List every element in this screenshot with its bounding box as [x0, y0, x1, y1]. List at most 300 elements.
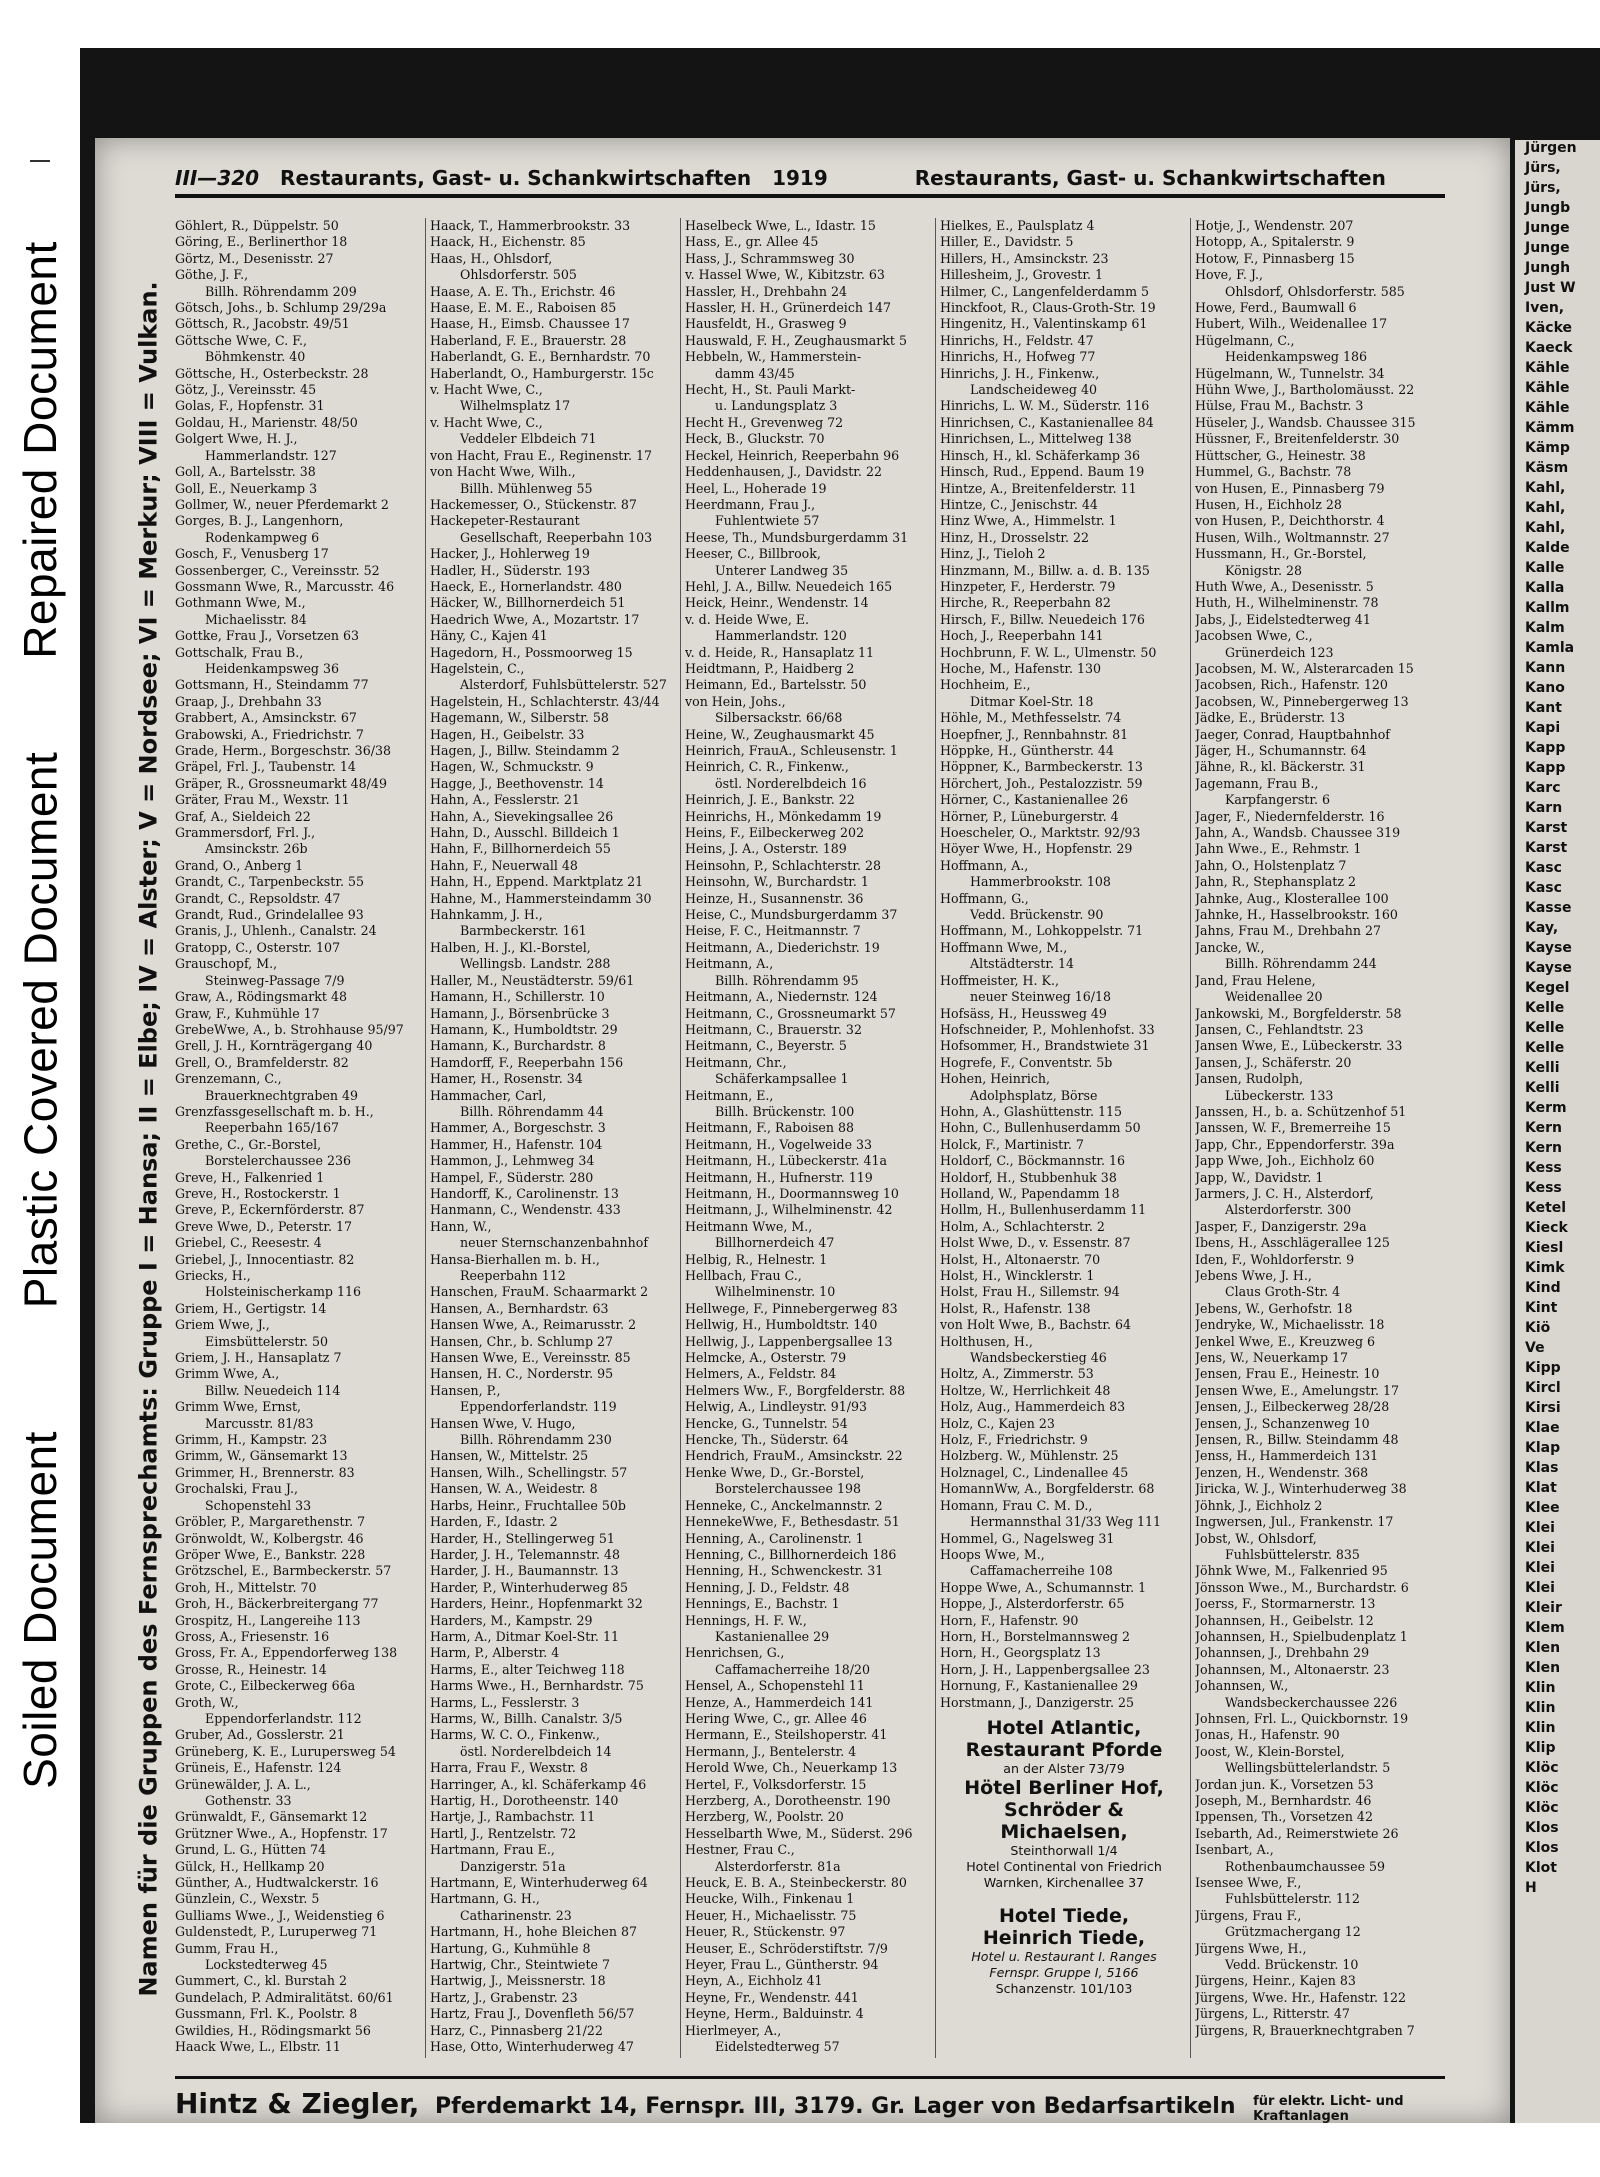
adjacent-page-line: Klap	[1525, 1440, 1561, 1456]
directory-entry: Billh. Brückenstr. 100	[715, 1103, 855, 1119]
directory-entry: Henning, C., Billhornerdeich 186	[685, 1546, 897, 1562]
adjacent-page-line: Karst	[1525, 820, 1568, 836]
directory-entry: Fuhlentwiete 57	[715, 513, 820, 529]
directory-entry: Hagedorn, H., Possmoorweg 15	[430, 644, 633, 660]
directory-entry: Henze, A., Hammerdeich 141	[685, 1694, 874, 1710]
directory-entry: Hoffmann, G.,	[940, 890, 1029, 906]
directory-entry: Wellingsbüttelerlandstr. 5	[1225, 1760, 1391, 1776]
directory-entry: Götz, J., Vereinsstr. 45	[175, 382, 317, 398]
adjacent-page-line: Ve	[1525, 1340, 1545, 1356]
directory-entry: Hermannsthal 31/33 Weg 111	[970, 1514, 1162, 1530]
advert-line: Hotel u. Restaurant I. Ranges	[971, 1948, 1157, 1964]
directory-entry: Gröbler, P., Margarethenstr. 7	[175, 1514, 366, 1530]
directory-entry: Jacobsen, Rich., Hafenstr. 120	[1195, 677, 1388, 693]
directory-entry: Hornung, F., Kastanienallee 29	[940, 1678, 1138, 1694]
adjacent-page-line: Kämp	[1525, 440, 1570, 456]
directory-entry: Holst, H., Altonaerstr. 70	[940, 1251, 1101, 1267]
page-number: III—320	[175, 166, 260, 190]
directory-entry: Johannsen, H., Spielbudenplatz 1	[1195, 1628, 1408, 1644]
directory-entry: Göttsche, H., Osterbeckstr. 28	[175, 365, 369, 381]
directory-entry: Gussmann, Frl. K., Poolstr. 8	[175, 2006, 358, 2022]
adjacent-page-line: Kähle	[1525, 400, 1570, 416]
directory-entry: Jahnke, Aug., Klosterallee 100	[1195, 890, 1389, 906]
directory-entry: Hellwig, H., Humboldtstr. 140	[685, 1317, 878, 1333]
directory-entry: Jansen, Rudolph,	[1195, 1071, 1304, 1087]
directory-entry: Hintze, A., Breitenfelderstr. 11	[940, 480, 1137, 496]
directory-entry: Fuhlsbüttelerstr. 112	[1225, 1891, 1360, 1907]
directory-entry: Heinrichs, H., Mönkedamm 19	[685, 808, 882, 824]
directory-entry: Horn, F., Hafenstr. 90	[940, 1612, 1079, 1628]
directory-entry: Hörner, P., Lüneburgerstr. 4	[940, 808, 1119, 824]
adjacent-page-line: Kalle	[1525, 560, 1565, 576]
directory-entry: Höppke, H., Güntherstr. 44	[940, 743, 1114, 758]
directory-entry: Harra, Frau F., Wexstr. 8	[430, 1760, 588, 1776]
directory-entry: Wandsbeckerstieg 46	[970, 1350, 1107, 1366]
directory-entry: Heinrich, J. E., Bankstr. 22	[685, 792, 855, 808]
directory-entry: Huth Wwe, A., Desenisstr. 5	[1195, 578, 1374, 594]
directory-entry: Gräper, R., Grossneumarkt 48/49	[175, 775, 387, 791]
directory-entry: Heuer, R., Stückenstr. 97	[685, 1924, 846, 1940]
directory-entry: östl. Norderelbdeich 16	[715, 775, 867, 791]
directory-entry: Lübeckerstr. 133	[1225, 1087, 1334, 1103]
directory-entry: Harms Wwe., H., Bernhardstr. 75	[430, 1678, 644, 1694]
directory-entry: Jacobsen, W., Pinnebergerweg 13	[1195, 693, 1409, 709]
directory-entry: Caffamacherreihe 108	[970, 1563, 1113, 1579]
directory-entry: Hampel, F., Süderstr. 280	[430, 1169, 594, 1185]
directory-entry: Hamer, H., Rosenstr. 34	[430, 1071, 583, 1087]
directory-entry: Hencke, G., Tunnelstr. 54	[685, 1415, 848, 1431]
adjacent-page-line: Klen	[1525, 1660, 1561, 1676]
directory-entry: Hinrichs, J. H., Finkenw.,	[940, 365, 1100, 381]
directory-entry: Hansa-Bierhallen m. b. H.,	[430, 1251, 600, 1267]
directory-entry: Hielkes, E., Paulsplatz 4	[940, 218, 1095, 233]
directory-entry: Hierlmeyer, A.,	[685, 2022, 782, 2038]
directory-entry: Holdorf, C., Böckmannstr. 16	[940, 1153, 1126, 1169]
adjacent-page-line: Kelle	[1525, 1000, 1565, 1016]
directory-entry: Eidelstedterweg 57	[715, 2039, 840, 2055]
directory-entry: Hass, E., gr. Allee 45	[685, 234, 819, 250]
directory-entry: Gottke, Frau J., Vorsetzen 63	[175, 628, 360, 644]
directory-entry: Steinweg-Passage 7/9	[205, 972, 345, 988]
directory-entry: Hoffmeister, H. K.,	[940, 972, 1059, 988]
directory-entry: Billhornerdeich 47	[715, 1235, 835, 1251]
directory-entry: Horn, H., Borstelmannsweg 2	[940, 1628, 1131, 1644]
directory-entry: Göthe, J. F.,	[175, 267, 249, 283]
directory-entry: Hammer, A., Borgeschstr. 3	[430, 1120, 606, 1136]
directory-entry: Heine, W., Zeughausmarkt 45	[685, 726, 875, 742]
directory-entry: Weidenallee 20	[1225, 989, 1323, 1005]
directory-entry: Hartwig, J., Meissnerstr. 18	[430, 1973, 606, 1989]
directory-entry: Grimm Wwe, A.,	[175, 1366, 280, 1382]
directory-entry: Hintze, C., Jenischstr. 44	[940, 496, 1098, 512]
directory-entry: Jansen, C., Fehlandtstr. 23	[1195, 1021, 1364, 1037]
adjacent-page-line: Kasc	[1525, 880, 1562, 896]
advert-line: Steinthorwall 1/4	[1010, 1842, 1118, 1858]
directory-entry: Hogrefe, F., Conventstr. 5b	[940, 1054, 1113, 1070]
directory-entry: Hahn, F., Neuerwall 48	[430, 857, 578, 873]
adjacent-page-line: Kalm	[1525, 620, 1565, 636]
adjacent-page-line: Kegel	[1525, 980, 1570, 996]
adjacent-page-line: Kiesl	[1525, 1240, 1564, 1256]
directory-entry: Heitmann Wwe, M.,	[685, 1218, 813, 1234]
directory-entry: Hellwig, J., Lappenbergsallee 13	[685, 1333, 893, 1349]
directory-entry: Hamann, K., Humboldtstr. 29	[430, 1021, 618, 1037]
hotel-advert-block	[940, 1717, 1188, 1891]
directory-entry: Heinrich, C. R., Finkenw.,	[685, 759, 849, 775]
directory-entry: Hartmann, H., hohe Bleichen 87	[430, 1924, 638, 1940]
directory-entry: Hering Wwe, C., gr. Allee 46	[685, 1710, 867, 1726]
directory-entry: Hoffmann, M., Lohkoppelstr. 71	[940, 923, 1144, 939]
directory-entry: Hase, Otto, Winterhuderweg 47	[430, 2039, 634, 2055]
adjacent-page-fragment	[1515, 140, 1600, 2123]
directory-entry: Groth, W.,	[175, 1694, 239, 1710]
directory-entry: Gottsmann, H., Steindamm 77	[175, 677, 369, 693]
directory-entry: Hügelmann, W., Tunnelstr. 34	[1195, 365, 1385, 381]
directory-entry: Landscheideweg 40	[970, 382, 1097, 398]
directory-entry: Lockstedterweg 45	[205, 1957, 328, 1973]
directory-entry: Jebens Wwe, J. H.,	[1195, 1268, 1312, 1283]
directory-entry: damm 43/45	[715, 365, 795, 381]
directory-entry: Gräpel, Frl. J., Taubenstr. 14	[175, 759, 356, 775]
directory-entry: Hofsäss, H., Heussweg 49	[940, 1005, 1107, 1021]
directory-entry: Holland, W., Papendamm 18	[940, 1185, 1120, 1201]
directory-entry: Hoppe Wwe, A., Schumannstr. 1	[940, 1579, 1147, 1595]
directory-entry: Hebbeln, W., Hammerstein-	[685, 349, 862, 365]
adjacent-page-line: Kann	[1525, 660, 1566, 676]
adjacent-page-line: Kind	[1525, 1280, 1561, 1296]
directory-entry: Hiller, E., Davidstr. 5	[940, 234, 1074, 250]
directory-entry: Grimm Wwe, Ernst,	[175, 1399, 302, 1415]
directory-entry: Joost, W., Klein-Borstel,	[1195, 1743, 1345, 1759]
directory-entry: Grammersdorf, Frl. J.,	[175, 825, 316, 841]
directory-entry: Eppendorferlandstr. 119	[460, 1399, 617, 1415]
adjacent-page-line: Kirsi	[1525, 1400, 1561, 1416]
directory-entry: Hartung, G., Kuhmühle 8	[430, 1940, 591, 1956]
directory-entry: Borstelerchaussee 236	[205, 1153, 351, 1169]
directory-entry: östl. Norderelbdeich 14	[460, 1743, 612, 1759]
directory-entry: Wilhelmsplatz 17	[460, 398, 571, 414]
column-rule	[1190, 218, 1191, 2058]
directory-entry: Heins, F., Eilbeckerweg 202	[685, 825, 865, 841]
adjacent-page-line: Kiö	[1525, 1320, 1551, 1336]
directory-entry: Holck, F., Martinistr. 7	[940, 1136, 1084, 1152]
directory-entry: Hacker, J., Hohlerweg 19	[430, 546, 590, 562]
directory-entry: Hellwege, F., Pinnebergerweg 83	[685, 1300, 898, 1316]
directory-entry: Holst, H., Wincklerstr. 1	[940, 1268, 1095, 1283]
directory-entry: Jasper, F., Danzigerstr. 29a	[1195, 1218, 1367, 1234]
directory-column-4	[940, 218, 1188, 2058]
directory-entry: Heitmann, C., Beyerstr. 5	[685, 1038, 847, 1054]
directory-entry: Billh. Röhrendamm 244	[1225, 956, 1377, 972]
directory-entry: Graw, F., Kuhmühle 17	[175, 1005, 320, 1021]
directory-entry: Heitmann, A., Niedernstr. 124	[685, 989, 878, 1005]
advert-line: Fernspr. Gruppe I, 5166	[989, 1964, 1139, 1980]
directory-entry: Grünwaldt, F., Gänsemarkt 12	[175, 1809, 368, 1825]
directory-entry: Hinrichs, H., Feldstr. 47	[940, 332, 1094, 348]
directory-entry: Grandt, Rud., Grindelallee 93	[175, 907, 364, 923]
directory-entry: Gothmann Wwe, M.,	[175, 595, 306, 611]
directory-entry: Hofschneider, P., Mohlenhofst. 33	[940, 1021, 1155, 1037]
directory-entry: Billw. Neuedeich 114	[205, 1382, 341, 1398]
adjacent-page-line: Jürs,	[1525, 180, 1561, 196]
directory-entry: Gräter, Frau M., Wexstr. 11	[175, 792, 350, 808]
directory-entry: Heitmann, H., Hufnerstr. 119	[685, 1169, 873, 1185]
directory-entry: Haase, E. M. E., Raboisen 85	[430, 300, 617, 316]
directory-entry: Joerss, F., Stormarnerstr. 13	[1195, 1596, 1376, 1612]
directory-entry: Hecht H., Grevenweg 72	[685, 414, 844, 430]
directory-entry: Hansen, Wilh., Schellingstr. 57	[430, 1464, 628, 1480]
page-header	[175, 166, 1445, 198]
directory-entry: Hove, F. J.,	[1195, 267, 1263, 283]
directory-entry: Henneke, C., Anckelmannstr. 2	[685, 1497, 883, 1513]
directory-entry: Borstelerchaussee 198	[715, 1481, 861, 1497]
directory-entry: Haberland, F. E., Brauerstr. 28	[430, 332, 627, 348]
directory-entry: Japp, Chr., Eppendorferstr. 39a	[1195, 1136, 1395, 1152]
directory-entry: Johnsen, Frl. L., Quickbornstr. 19	[1195, 1710, 1409, 1726]
column-rule	[935, 218, 936, 2058]
directory-entry: Helbig, R., Helnestr. 1	[685, 1251, 828, 1267]
directory-entry: Henrichsen, G.,	[685, 1645, 785, 1661]
label-soiled-document: Soiled Document	[14, 1431, 66, 1789]
adjacent-page-line: Kapp	[1525, 740, 1566, 756]
directory-entry: Ohlsdorferstr. 505	[460, 267, 577, 283]
directory-entry: Hoffmann, A.,	[940, 857, 1029, 873]
directory-entry: Harringer, A., kl. Schäferkamp 46	[430, 1776, 647, 1792]
directory-entry: Heck, B., Gluckstr. 70	[685, 431, 825, 447]
directory-entry: Ingwersen, Jul., Frankenstr. 17	[1195, 1514, 1394, 1530]
directory-entry: Göhlert, R., Düppelstr. 50	[175, 218, 339, 233]
directory-entry: Hammerlandstr. 127	[205, 447, 337, 463]
directory-entry: Harder, J. H., Telemannstr. 48	[430, 1546, 620, 1562]
directory-entry: Jens, W., Neuerkamp 17	[1195, 1350, 1349, 1366]
directory-entry: Jenzen, H., Wendenstr. 368	[1195, 1464, 1369, 1480]
directory-entry: Heucke, Wilh., Finkenau 1	[685, 1891, 855, 1907]
directory-entry: Harder, J. H., Baumannstr. 13	[430, 1563, 619, 1579]
adjacent-page-line: Kallm	[1525, 600, 1570, 616]
directory-entry: Holthusen, H.,	[940, 1333, 1033, 1349]
directory-entry: Heuck, E. B. A., Steinbeckerstr. 80	[685, 1875, 907, 1891]
directory-entry: Hummel, G., Bachstr. 78	[1195, 464, 1352, 480]
directory-entry: Johannsen, W.,	[1195, 1678, 1289, 1694]
directory-entry: Heidtmann, P., Haidberg 2	[685, 660, 855, 676]
directory-entry: Harms, W., Billh. Canalstr. 3/5	[430, 1710, 623, 1726]
directory-entry: Goll, E., Neuerkamp 3	[175, 480, 318, 496]
directory-entry: Alsterdorferstr. 81a	[715, 1858, 841, 1874]
directory-entry: Heick, Heinr., Wendenstr. 14	[685, 595, 869, 611]
directory-entry: Hackemesser, O., Stückenstr. 87	[430, 496, 637, 512]
advert-line: Hotel Continental von Friedrich	[966, 1858, 1162, 1874]
directory-entry: Hommel, G., Nagelsweg 31	[940, 1530, 1115, 1546]
advert-line: Schanzenstr. 101/103	[995, 1980, 1133, 1996]
adjacent-page-line: Karst	[1525, 840, 1568, 856]
adjacent-page-line: Kahl,	[1525, 520, 1566, 536]
directory-entry: Jordan jun. K., Vorsetzen 53	[1195, 1776, 1374, 1792]
directory-entry: Jürgens, R, Brauerknechtgraben 7	[1195, 2022, 1415, 2038]
directory-entry: Wellingsb. Landstr. 288	[460, 956, 611, 972]
adjacent-page-line: Kayse	[1525, 940, 1572, 956]
directory-entry: Haberlandt, O., Hamburgerstr. 15c	[430, 365, 654, 381]
directory-entry: Altstädterstr. 14	[970, 956, 1075, 972]
directory-entry: Goldau, H., Marienstr. 48/50	[175, 414, 358, 430]
directory-entry: Wilhelminenstr. 10	[715, 1284, 836, 1300]
directory-entry: Jankowski, M., Borgfelderstr. 58	[1195, 1005, 1402, 1021]
directory-entry: Jahn, R., Stephansplatz 2	[1195, 874, 1356, 890]
directory-entry: Hartl, J., Rentzelstr. 72	[430, 1825, 577, 1841]
directory-entry: Joseph, M., Bernhardstr. 46	[1195, 1793, 1372, 1808]
directory-entry: Hinrichs, L. W. M., Süderstr. 116	[940, 398, 1150, 414]
directory-entry: von Hacht, Frau E., Reginenstr. 17	[430, 447, 653, 463]
directory-entry: Grade, Herm., Borgeschstr. 36/38	[175, 743, 391, 758]
directory-entry: Huth, H., Wilhelminenstr. 78	[1195, 595, 1379, 611]
directory-entry: Harders, Heinr., Hopfenmarkt 32	[430, 1596, 643, 1612]
directory-entry: Hinsch, Rud., Eppend. Baum 19	[940, 464, 1145, 480]
directory-entry: Jagemann, Frau B.,	[1195, 775, 1319, 791]
directory-entry: Heitmann, C., Grossneumarkt 57	[685, 1005, 896, 1021]
exchange-groups-band: Namen für die Gruppen des Fernsprechamts: Gruppe I = Hansa; II = Elbe; IV = Alster; V = Nordsee; VI = Merkur; VIII = Vulkan.	[135, 281, 164, 1997]
directory-entry: Heitmann, E.,	[685, 1087, 774, 1103]
adjacent-page-line: Käcke	[1525, 320, 1573, 336]
directory-entry: Jahn, O., Holstenplatz 7	[1195, 857, 1347, 873]
directory-entry: Hahn, A., Sievekingsallee 26	[430, 808, 614, 824]
directory-entry: Jager, F., Niedernfelderstr. 16	[1195, 808, 1385, 824]
directory-entry: Hanschen, FrauM. Schaarmarkt 2	[430, 1284, 649, 1300]
directory-entry: Günther, A., Hudtwalckerstr. 16	[175, 1875, 379, 1891]
directory-entry: Jädke, E., Brüderstr. 13	[1195, 710, 1346, 726]
directory-entry: Howe, Ferd., Baumwall 6	[1195, 300, 1357, 316]
directory-entry: Hamdorff, F., Reeperbahn 156	[430, 1054, 624, 1070]
adjacent-page-line: Klae	[1525, 1420, 1560, 1436]
adjacent-page-line: Klip	[1525, 1740, 1556, 1756]
directory-entry: Hinrichs, H., Hofweg 77	[940, 349, 1096, 365]
adjacent-page-line: Jürs,	[1525, 160, 1561, 176]
directory-entry: von Hein, Johs.,	[685, 693, 786, 709]
directory-entry: Heitmann, A.,	[685, 956, 774, 972]
directory-entry: Hillesheim, J., Grovestr. 1	[940, 267, 1104, 283]
directory-entry: Höyer Wwe, H., Hopfenstr. 29	[940, 841, 1133, 857]
directory-entry: Jebens, W., Gerhofstr. 18	[1195, 1300, 1353, 1316]
directory-entry: Danzigerstr. 51a	[460, 1858, 566, 1874]
directory-entry: Grimmer, H., Brennerstr. 83	[175, 1464, 355, 1480]
side-separator	[30, 160, 50, 162]
directory-entry: v. d. Heide Wwe, E.	[685, 611, 810, 627]
footer-company: Hintz & Ziegler,	[175, 2087, 420, 2120]
adjacent-page-line: Klin	[1525, 1700, 1556, 1716]
directory-entry: Gumm, Frau H.,	[175, 1940, 279, 1956]
adjacent-page-line: Kasc	[1525, 860, 1562, 876]
directory-entry: Greve Wwe, D., Peterstr. 17	[175, 1218, 353, 1234]
directory-entry: Heeser, C., Billbrook,	[685, 546, 821, 562]
directory-entry: Heitmann, J., Wilhelminenstr. 42	[685, 1202, 893, 1218]
directory-entry: Hohen, Heinrich,	[940, 1071, 1051, 1087]
directory-entry: Vedd. Brückenstr. 90	[970, 907, 1104, 923]
directory-entry: Gollmer, W., neuer Pferdemarkt 2	[175, 496, 389, 512]
directory-entry: Heitmann, C., Brauerstr. 32	[685, 1021, 862, 1037]
directory-entry: Heese, Th., Mundsburgerdamm 31	[685, 529, 909, 545]
directory-entry: Holz, C., Kajen 23	[940, 1415, 1055, 1431]
directory-entry: Ippensen, Th., Vorsetzen 42	[1195, 1809, 1373, 1825]
directory-entry: Heimann, Ed., Bartelsstr. 50	[685, 677, 867, 693]
directory-entry: Hellbach, Frau C.,	[685, 1268, 802, 1283]
directory-entry: Hahn, A., Fesslerstr. 21	[430, 792, 580, 808]
directory-entry: Höppner, K., Barmbeckerstr. 13	[940, 759, 1143, 775]
directory-entry: Grüneis, E., Hafenstr. 124	[175, 1760, 342, 1776]
directory-entry: Harders, M., Kampstr. 29	[430, 1612, 593, 1628]
adjacent-page-line: Kapi	[1525, 720, 1561, 736]
directory-entry: Jürgens, Wwe. Hr., Hafenstr. 122	[1195, 1989, 1407, 2005]
directory-entry: Hoppe, J., Alsterdorferstr. 65	[940, 1596, 1125, 1612]
directory-entry: Hertel, F., Volksdorferstr. 15	[685, 1776, 867, 1792]
header-title-right: Restaurants, Gast- u. Schankwirtschaften	[914, 166, 1386, 190]
directory-entry: Harbs, Heinr., Fruchtallee 50b	[430, 1497, 626, 1513]
directory-entry: Grüneberg, K. E., Lurupersweg 54	[175, 1743, 396, 1759]
directory-entry: Schopenstehl 33	[205, 1497, 312, 1513]
directory-entry: Haack, H., Eichenstr. 85	[430, 234, 586, 250]
directory-entry: Karpfangerstr. 6	[1225, 792, 1330, 808]
directory-entry: Jiricka, W. J., Winterhuderweg 38	[1195, 1481, 1407, 1497]
adjacent-page-line: Kahl,	[1525, 500, 1566, 516]
adjacent-page-line: Junge	[1525, 220, 1570, 236]
directory-entry: Hagemann, W., Silberstr. 58	[430, 710, 609, 726]
directory-entry: v. d. Heide, R., Hansaplatz 11	[685, 644, 875, 660]
adjacent-page-line: Klei	[1525, 1560, 1555, 1576]
directory-entry: Hoepfner, J., Rennbahnstr. 81	[940, 726, 1129, 742]
directory-entry: Grethe, C., Gr.-Borstel,	[175, 1136, 322, 1152]
adjacent-page-line: Kieck	[1525, 1220, 1568, 1236]
directory-entry: Henke Wwe, D., Gr.-Borstel,	[685, 1464, 865, 1480]
directory-entry: Griebel, J., Innocentiastr. 82	[175, 1251, 355, 1267]
directory-entry: Goll, A., Bartelsstr. 38	[175, 464, 316, 480]
directory-entry: Holm, A., Schlachterstr. 2	[940, 1218, 1105, 1234]
directory-entry: Griecks, H.,	[175, 1268, 251, 1283]
directory-entry: Heyn, A., Eichholz 41	[685, 1973, 823, 1989]
directory-entry: Gulliams Wwe., J., Weidenstieg 6	[175, 1907, 385, 1923]
directory-entry: Heitmann, H., Doormannsweg 10	[685, 1185, 899, 1201]
adjacent-page-line: Klin	[1525, 1680, 1556, 1696]
directory-entry: Grützner Wwe., A., Hopfenstr. 17	[175, 1825, 388, 1841]
directory-entry: Hausfeldt, H., Grasweg 9	[685, 316, 847, 332]
directory-entry: Gröper Wwe, E., Bankstr. 228	[175, 1546, 366, 1562]
directory-entry: Hochheim, E.,	[940, 677, 1031, 693]
directory-entry: Hartmann, G. H.,	[430, 1891, 540, 1907]
directory-entry: Graap, J., Drehbahn 33	[175, 693, 322, 709]
directory-entry: Grenzemann, C.,	[175, 1071, 282, 1087]
directory-entry: Horstmann, J., Danzigerstr. 25	[940, 1694, 1134, 1710]
directory-entry: Hartz, Frau J., Dovenfleth 56/57	[430, 2006, 635, 2022]
directory-entry: Haberlandt, G. E., Bernhardstr. 70	[430, 349, 651, 365]
directory-entry: Heidenkampsweg 36	[205, 660, 340, 676]
directory-entry: neuer Steinweg 16/18	[970, 989, 1112, 1005]
column-rule	[680, 218, 681, 2058]
directory-entry: Jahn, A., Wandsb. Chaussee 319	[1195, 825, 1401, 841]
directory-entry: neuer Sternschanzenbahnhof	[460, 1235, 649, 1251]
directory-list-4	[940, 218, 1188, 1711]
directory-entry: Hinz, J., Tieloh 2	[940, 546, 1046, 562]
directory-entry: Billh. Röhrendamm 95	[715, 972, 859, 988]
directory-entry: Herzberg, W., Poolstr. 20	[685, 1809, 844, 1825]
adjacent-page-line: Klas	[1525, 1460, 1559, 1476]
directory-entry: Hermann, J., Bentelerstr. 4	[685, 1743, 857, 1759]
directory-entry: Jacobsen Wwe, C.,	[1195, 628, 1313, 644]
directory-entry: Heel, L., Hoherade 19	[685, 480, 827, 496]
directory-entry: Holz, F., Friedrichstr. 9	[940, 1432, 1088, 1448]
directory-entry: Grünerdeich 123	[1225, 644, 1334, 660]
adjacent-page-line: Klöc	[1525, 1780, 1559, 1796]
label-repaired-document: Repaired Document	[14, 241, 67, 659]
directory-entry: Hartmann, E, Winterhuderweg 64	[430, 1875, 648, 1891]
adjacent-page-line: Kint	[1525, 1300, 1558, 1316]
directory-entry: Hingenitz, H., Valentinskamp 61	[940, 316, 1148, 332]
directory-entry: Homann, Frau C. M. D.,	[940, 1497, 1093, 1513]
